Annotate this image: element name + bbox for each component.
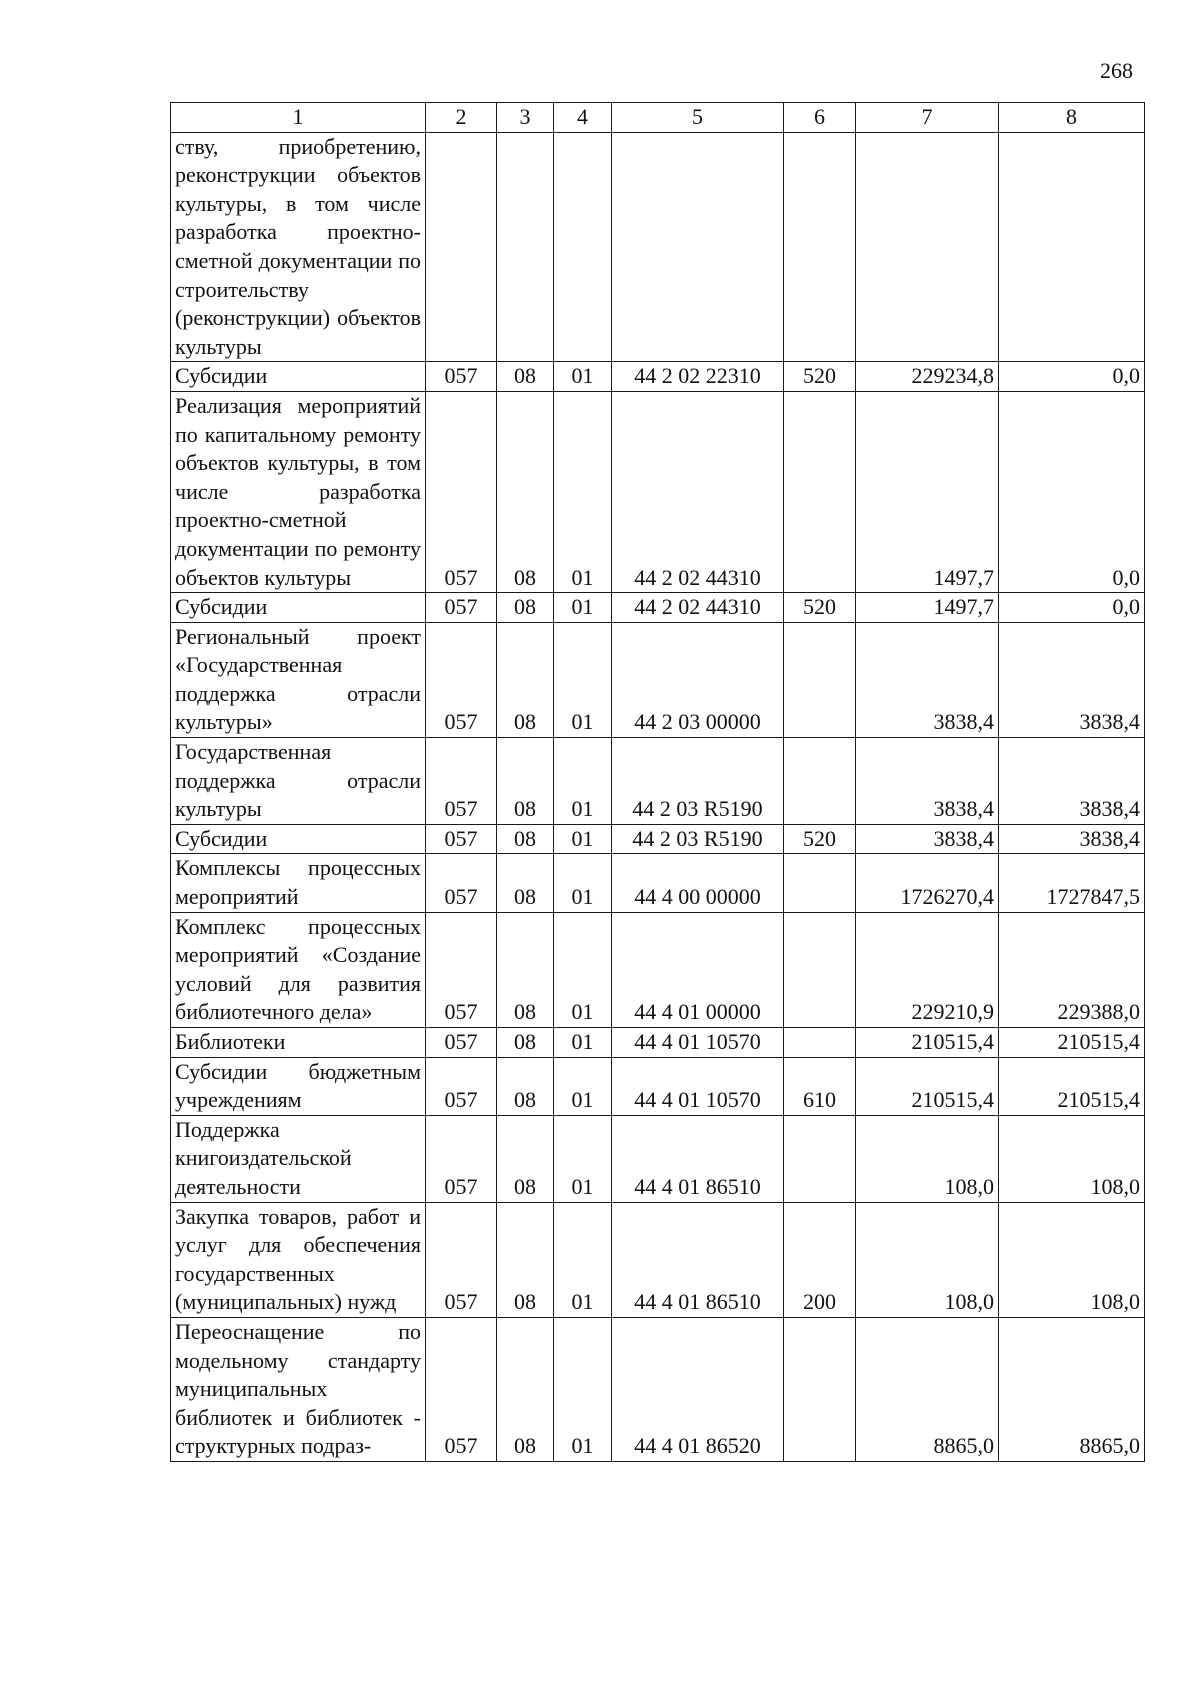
row-amount-year-1 [856,132,999,362]
row-amount-year-1: 108,0 [856,1202,999,1317]
row-name: Реализация мероприятий по капитальному ремонту объектов культуры, в том числе разработка проектно-сметной документации по ремонту объектов культуры [171,391,426,592]
row-section-code: 08 [497,912,554,1027]
table-row [171,738,1145,825]
row-name: Субсидии [171,824,426,854]
header-col-5: 5 [612,103,784,133]
row-expense-type [784,1317,856,1461]
table-row [171,622,1145,737]
row-section-code [497,132,554,362]
table-row [171,854,1145,912]
row-target-article: 44 4 01 86520 [612,1317,784,1461]
row-target-article: 44 4 01 86510 [612,1115,784,1202]
row-subsection-code: 01 [554,1317,612,1461]
header-col-8: 8 [999,103,1145,133]
header-col-1: 1 [171,103,426,133]
row-ministry-code: 057 [426,1028,497,1058]
row-amount-year-2: 3838,4 [999,824,1145,854]
row-expense-type [784,391,856,592]
row-subsection-code: 01 [554,362,612,392]
row-target-article: 44 2 02 44310 [612,391,784,592]
row-expense-type: 520 [784,824,856,854]
row-subsection-code: 01 [554,391,612,592]
row-ministry-code: 057 [426,391,497,592]
row-section-code: 08 [497,824,554,854]
row-target-article: 44 2 02 44310 [612,593,784,623]
table-row [171,1028,1145,1058]
row-subsection-code: 01 [554,1115,612,1202]
row-amount-year-1: 3838,4 [856,824,999,854]
row-amount-year-1: 1497,7 [856,391,999,592]
header-col-3: 3 [497,103,554,133]
row-ministry-code: 057 [426,854,497,912]
row-target-article: 44 2 03 R5190 [612,824,784,854]
row-ministry-code: 057 [426,1317,497,1461]
row-section-code: 08 [497,362,554,392]
row-amount-year-2: 108,0 [999,1115,1145,1202]
row-ministry-code [426,132,497,362]
table-row [171,824,1145,854]
row-target-article: 44 4 01 10570 [612,1028,784,1058]
row-name: Закупка товаров, работ и услуг для обеспечения государственных (муниципальных) нужд [171,1202,426,1317]
table-row [171,1057,1145,1115]
table-row [171,391,1145,592]
table-row [171,1202,1145,1317]
row-ministry-code: 057 [426,1202,497,1317]
row-name: ству, приобретению, реконструкции объектов культуры, в том числе разработка проектно-сметной документации по строительству (реконструкции) объектов культуры [171,132,426,362]
row-ministry-code: 057 [426,622,497,737]
row-amount-year-2: 0,0 [999,362,1145,392]
row-target-article: 44 4 01 86510 [612,1202,784,1317]
row-section-code: 08 [497,854,554,912]
row-amount-year-1: 3838,4 [856,738,999,825]
row-subsection-code: 01 [554,593,612,623]
row-amount-year-1: 229210,9 [856,912,999,1027]
row-expense-type [784,622,856,737]
row-section-code: 08 [497,738,554,825]
row-subsection-code: 01 [554,1202,612,1317]
row-amount-year-1: 108,0 [856,1115,999,1202]
row-section-code: 08 [497,593,554,623]
row-subsection-code: 01 [554,738,612,825]
row-name: Государственная поддержка отрасли культуры [171,738,426,825]
row-amount-year-2: 8865,0 [999,1317,1145,1461]
row-expense-type: 610 [784,1057,856,1115]
row-amount-year-1: 210515,4 [856,1028,999,1058]
row-name: Субсидии [171,362,426,392]
row-name: Комплекс процессных мероприятий «Создание условий для развития библиотечного дела» [171,912,426,1027]
row-name: Переоснащение по модельному стандарту муниципальных библиотек и библиотек - структурных подраз- [171,1317,426,1461]
page-number: 268 [1100,58,1133,83]
header-row [171,103,1145,133]
row-amount-year-2 [999,132,1145,362]
row-expense-type: 520 [784,362,856,392]
row-expense-type [784,738,856,825]
row-name: Субсидии [171,593,426,623]
header-col-6: 6 [784,103,856,133]
row-ministry-code: 057 [426,1057,497,1115]
header-col-7: 7 [856,103,999,133]
row-target-article: 44 2 02 22310 [612,362,784,392]
row-ministry-code: 057 [426,738,497,825]
row-expense-type [784,854,856,912]
row-subsection-code: 01 [554,622,612,737]
row-expense-type: 200 [784,1202,856,1317]
table-row [171,912,1145,1027]
header-col-2: 2 [426,103,497,133]
table-row [171,1115,1145,1202]
row-expense-type [784,912,856,1027]
row-expense-type [784,1028,856,1058]
row-subsection-code: 01 [554,1028,612,1058]
row-amount-year-2: 210515,4 [999,1028,1145,1058]
row-section-code: 08 [497,391,554,592]
row-amount-year-1: 8865,0 [856,1317,999,1461]
table-body [171,132,1145,1461]
row-amount-year-2: 229388,0 [999,912,1145,1027]
row-amount-year-2: 1727847,5 [999,854,1145,912]
row-target-article [612,132,784,362]
row-ministry-code: 057 [426,593,497,623]
row-target-article: 44 2 03 R5190 [612,738,784,825]
row-name: Библиотеки [171,1028,426,1058]
row-subsection-code: 01 [554,824,612,854]
row-target-article: 44 4 00 00000 [612,854,784,912]
row-subsection-code [554,132,612,362]
row-expense-type [784,132,856,362]
row-section-code: 08 [497,1028,554,1058]
table-row [171,593,1145,623]
row-amount-year-1: 1497,7 [856,593,999,623]
row-ministry-code: 057 [426,362,497,392]
row-amount-year-1: 1726270,4 [856,854,999,912]
row-amount-year-1: 3838,4 [856,622,999,737]
row-section-code: 08 [497,622,554,737]
row-ministry-code: 057 [426,912,497,1027]
row-target-article: 44 4 01 00000 [612,912,784,1027]
row-name: Поддержка книгоиздательской деятельности [171,1115,426,1202]
row-amount-year-2: 3838,4 [999,622,1145,737]
row-target-article: 44 4 01 10570 [612,1057,784,1115]
row-amount-year-2: 0,0 [999,391,1145,592]
table-row [171,1317,1145,1461]
row-expense-type: 520 [784,593,856,623]
row-subsection-code: 01 [554,1057,612,1115]
row-ministry-code: 057 [426,824,497,854]
row-subsection-code: 01 [554,912,612,1027]
header-col-4: 4 [554,103,612,133]
budget-table [170,102,1145,1462]
row-expense-type [784,1115,856,1202]
row-amount-year-1: 210515,4 [856,1057,999,1115]
row-name: Комплексы процессных мероприятий [171,854,426,912]
row-name: Субсидии бюджетным учреждениям [171,1057,426,1115]
row-name: Региональный проект «Государственная поддержка отрасли культуры» [171,622,426,737]
row-section-code: 08 [497,1115,554,1202]
table-row [171,132,1145,362]
table-row [171,362,1145,392]
row-ministry-code: 057 [426,1115,497,1202]
row-amount-year-2: 108,0 [999,1202,1145,1317]
row-section-code: 08 [497,1202,554,1317]
row-subsection-code: 01 [554,854,612,912]
row-amount-year-2: 0,0 [999,593,1145,623]
row-amount-year-2: 3838,4 [999,738,1145,825]
row-target-article: 44 2 03 00000 [612,622,784,737]
row-section-code: 08 [497,1057,554,1115]
row-amount-year-2: 210515,4 [999,1057,1145,1115]
row-section-code: 08 [497,1317,554,1461]
row-amount-year-1: 229234,8 [856,362,999,392]
